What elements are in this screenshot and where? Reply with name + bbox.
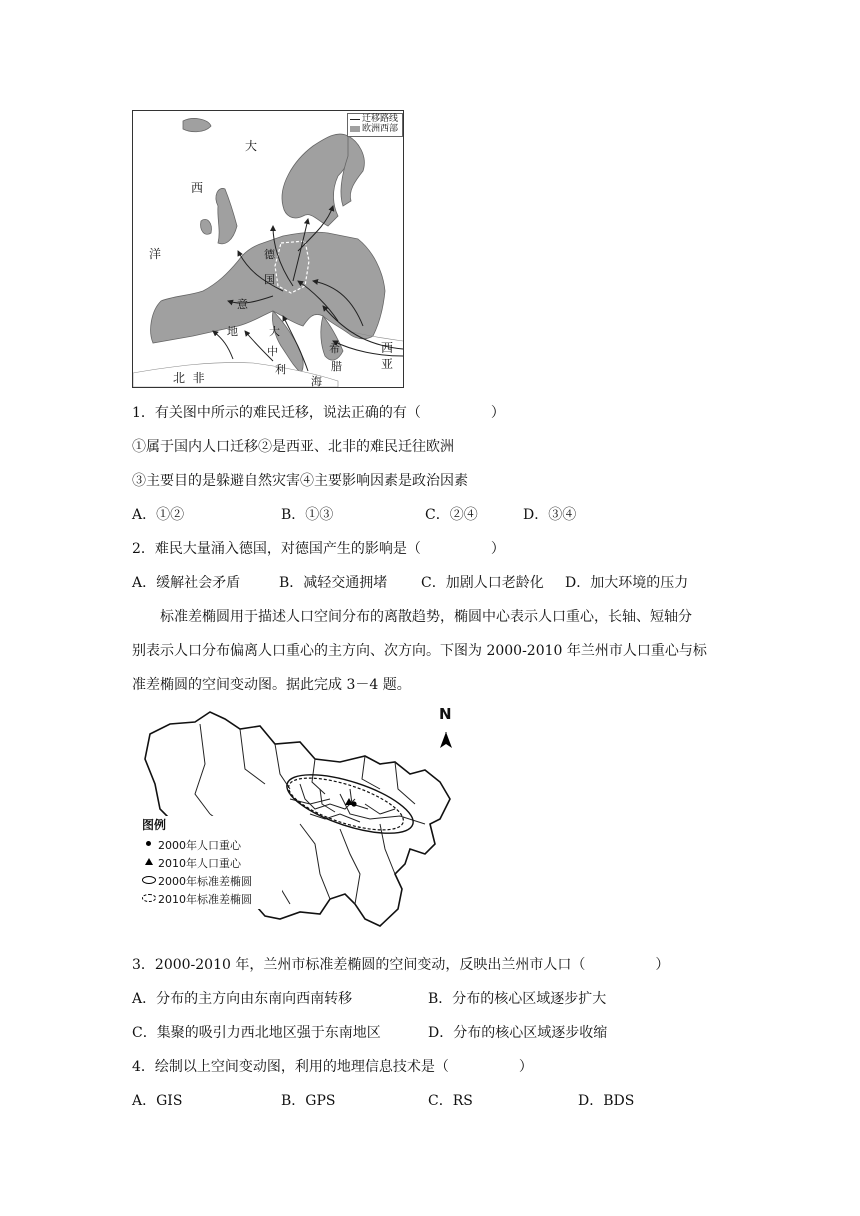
question-1-option-a[interactable]: A．①②	[132, 507, 185, 523]
north-label: N	[439, 705, 452, 723]
label-xi: 西	[191, 181, 204, 195]
lanzhou-population-map	[140, 704, 470, 934]
question-4-stem: 4．绘制以上空间变动图，利用的地理信息技术是（ ）	[132, 1059, 533, 1075]
question-4-option-c[interactable]: C．RS	[428, 1093, 473, 1109]
question-3-stem: 3．2000-2010 年，兰州市标准差椭圆的空间变动，反映出兰州市人口（ ）	[132, 957, 670, 973]
label-yang: 洋	[149, 247, 162, 261]
label-guo: 国	[264, 273, 275, 286]
label-zhong: 中	[267, 345, 278, 358]
legend-item-2000-ellipse: 2000年标准差椭圆	[142, 873, 282, 891]
intro-paragraph-line-2: 别表示人口分布偏离人口重心的主方向、次方向。下图为 2000-2010 年兰州市人口重心与标	[132, 643, 707, 659]
legend-migration-route: 迁移路线	[348, 114, 402, 124]
intro-paragraph-line-1: 标准差椭圆用于描述人口空间分布的离散趋势，椭圆中心表示人口重心，长轴、短轴分	[160, 609, 692, 625]
map1-legend	[347, 113, 403, 137]
label-di: 地	[227, 325, 238, 338]
triangle-icon	[145, 858, 153, 865]
question-1-option-d[interactable]: D．③④	[523, 507, 577, 523]
question-4-option-a[interactable]: A．GIS	[132, 1093, 183, 1109]
question-3-option-d[interactable]: D．分布的核心区域逐步收缩	[428, 1025, 608, 1041]
legend-western-europe: 欧洲西部	[348, 124, 402, 134]
question-1-option-b[interactable]: B．①③	[281, 507, 334, 523]
label-li: 利	[275, 363, 286, 376]
label-xiya2: 亚	[381, 357, 394, 371]
ellipse-dashed-icon	[142, 894, 156, 902]
legend-title: 图例	[142, 818, 167, 832]
europe-migration-map	[132, 110, 404, 388]
intro-paragraph-line-3: 准差椭圆的空间变动图。据此完成 3－4 题。	[132, 677, 411, 693]
label-yi: 意	[237, 298, 248, 311]
question-1-option-c[interactable]: C．②④	[425, 507, 478, 523]
question-4-option-d[interactable]: D．BDS	[578, 1093, 635, 1109]
question-3-option-b[interactable]: B．分布的核心区域逐步扩大	[428, 991, 607, 1007]
label-da2: 大	[269, 325, 280, 338]
label-xila1: 希	[329, 342, 340, 355]
label-xiya1: 西	[381, 341, 394, 355]
question-2-option-b[interactable]: B．减轻交通拥堵	[279, 575, 388, 591]
question-4-option-b[interactable]: B．GPS	[281, 1093, 336, 1109]
label-de: 德	[264, 248, 275, 261]
label-north-africa: 北 非	[173, 371, 205, 385]
question-1-stem: 1．有关图中所示的难民迁移，说法正确的有（ ）	[132, 405, 505, 421]
label-xila2: 腊	[331, 360, 342, 373]
legend-item-2010-center: 2010年人口重心	[142, 855, 282, 873]
ellipse-solid-icon	[142, 876, 156, 884]
legend-item-2010-ellipse: 2010年标准差椭圆	[142, 891, 282, 909]
dot-icon	[146, 841, 151, 846]
question-2-stem: 2．难民大量涌入德国，对德国产生的影响是（ ）	[132, 541, 505, 557]
question-3-option-c[interactable]: C．集聚的吸引力西北地区强于东南地区	[132, 1025, 381, 1041]
question-1-statement-1: ①属于国内人口迁移②是西亚、北非的难民迁往欧洲	[132, 439, 454, 455]
label-da: 大	[245, 139, 258, 153]
question-2-option-a[interactable]: A．缓解社会矛盾	[132, 575, 241, 591]
question-2-option-c[interactable]: C．加剧人口老龄化	[421, 575, 544, 591]
north-arrow-icon	[440, 732, 452, 748]
legend-item-2000-center: 2000年人口重心	[142, 837, 282, 855]
question-2-option-d[interactable]: D．加大环境的压力	[565, 575, 689, 591]
label-hai: 海	[311, 375, 322, 388]
question-1-statement-2: ③主要目的是躲避自然灾害④主要影响因素是政治因素	[132, 473, 468, 489]
question-3-option-a[interactable]: A．分布的主方向由东南向西南转移	[132, 991, 353, 1007]
map2-legend	[142, 816, 282, 909]
